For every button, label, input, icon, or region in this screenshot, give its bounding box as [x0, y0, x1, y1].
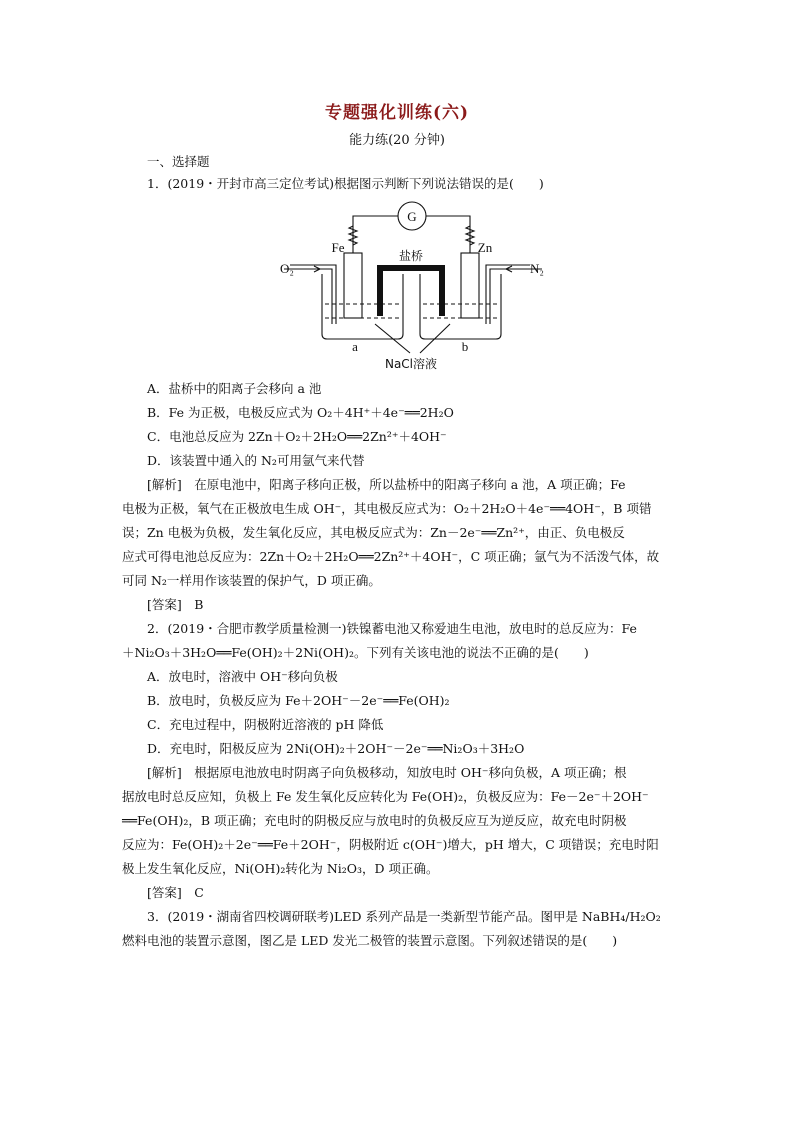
q1-analysis-line: [解析] 在原电池中，阳离子移向正极，所以盐桥中的阳离子移向 a 池，A 项正确；Fe — [147, 477, 626, 492]
page-subtitle: 能力练(20 分钟) — [349, 133, 445, 148]
q1-answer: [答案] B — [147, 597, 204, 612]
fe-electrode — [344, 253, 362, 318]
salt-bridge-label: 盐桥 — [398, 249, 424, 263]
zn-label: Zn — [477, 240, 493, 255]
cell-b-label: b — [461, 339, 469, 354]
q2-analysis-line: [解析] 根据原电池放电时阴离子向负极移动，知放电时 OH⁻移向负极，A 项正确；根 — [147, 765, 627, 780]
right-wire — [426, 216, 470, 253]
left-wire — [353, 216, 398, 253]
q1-option-d: D．该装置中通入的 N₂可用氩气来代替 — [147, 453, 365, 468]
salt-bridge — [380, 268, 442, 316]
q1-option-a: A．盐桥中的阳离子会移向 a 池 — [147, 381, 322, 396]
solution-label: NaCl溶液 — [384, 357, 438, 371]
q1-analysis-line: 误；Zn 电极为负极，发生氧化反应，其电极反应式为：Zn－2e⁻══Zn²⁺，由正、负电极反 — [122, 525, 625, 540]
page-title: 专题强化训练(六) — [324, 103, 470, 123]
q1-option-c: C．电池总反应为 2Zn＋O₂＋2H₂O══2Zn²⁺＋4OH⁻ — [147, 429, 447, 444]
q1-analysis-line: 应式可得电池总反应为：2Zn＋O₂＋2H₂O══2Zn²⁺＋4OH⁻，C 项正确；氩气为不活泼气体，故 — [122, 549, 660, 564]
q2-stem-line: 2．(2019・合肥市教学质量检测一)铁镍蓄电池又称爱迪生电池，放电时的总反应为：Fe — [147, 621, 637, 636]
section-heading: 一、选择题 — [147, 154, 210, 169]
q2-option-b: B．放电时，负极反应为 Fe＋2OH⁻－2e⁻══Fe(OH)₂ — [147, 693, 450, 708]
q3-stem-line: 燃料电池的装置示意图，图乙是 LED 发光二极管的装置示意图。下列叙述错误的是( ) — [122, 933, 618, 948]
q1-option-b: B．Fe 为正极，电极反应式为 O₂＋4H⁺＋4e⁻══2H₂O — [147, 405, 454, 420]
o2-tube — [290, 269, 332, 324]
galvanometer-label: G — [407, 209, 417, 224]
q3-stem-line: 3．(2019・湖南省四校调研联考)LED 系列产品是一类新型节能产品。图甲是 NaBH₄/H₂O₂ — [147, 909, 661, 924]
o2-label: O₂ — [280, 261, 294, 276]
q2-analysis-line: 反应为：Fe(OH)₂＋2e⁻══Fe＋2OH⁻，阴极附近 c(OH⁻)增大，pH 增大，C 项错误；充电时阳 — [122, 837, 659, 852]
zn-electrode — [461, 253, 479, 318]
cell-a-label: a — [352, 339, 358, 354]
q2-option-d: D．充电时，阳极反应为 2Ni(OH)₂＋2OH⁻－2e⁻══Ni₂O₃＋3H₂O — [147, 741, 525, 756]
electrochemical-cell-diagram — [280, 196, 550, 374]
n2-tube — [490, 269, 530, 324]
fe-label: Fe — [331, 240, 345, 255]
n2-label: N₂ — [530, 261, 544, 276]
question-1-stem: 1．(2019・开封市高三定位考试)根据图示判断下列说法错误的是( ) — [147, 176, 544, 191]
q2-option-a: A．放电时，溶液中 OH⁻移向负极 — [147, 669, 338, 684]
q1-analysis-line: 可同 N₂一样用作该装置的保护气，D 项正确。 — [122, 573, 381, 588]
q2-analysis-line: 极上发生氧化反应，Ni(OH)₂转化为 Ni₂O₃，D 项正确。 — [122, 861, 439, 876]
q2-stem-line: ＋Ni₂O₃＋3H₂O══Fe(OH)₂＋2Ni(OH)₂。下列有关该电池的说法不正确的是( ) — [122, 645, 589, 660]
q2-answer: [答案] C — [147, 885, 204, 900]
q2-analysis-line: 据放电时总反应知，负极上 Fe 发生氧化反应转化为 Fe(OH)₂，负极反应为：Fe－2e⁻＋2OH⁻ — [122, 789, 649, 804]
q2-option-c: C．充电过程中，阴极附近溶液的 pH 降低 — [147, 717, 384, 732]
q2-analysis-line: ══Fe(OH)₂，B 项正确；充电时的阴极反应与放电时的负极反应互为逆反应，故充电时阴极 — [122, 813, 627, 828]
q1-analysis-line: 电极为正极，氧气在正极放电生成 OH⁻，其电极反应式为：O₂＋2H₂O＋4e⁻══4OH⁻，B 项错 — [122, 501, 652, 516]
